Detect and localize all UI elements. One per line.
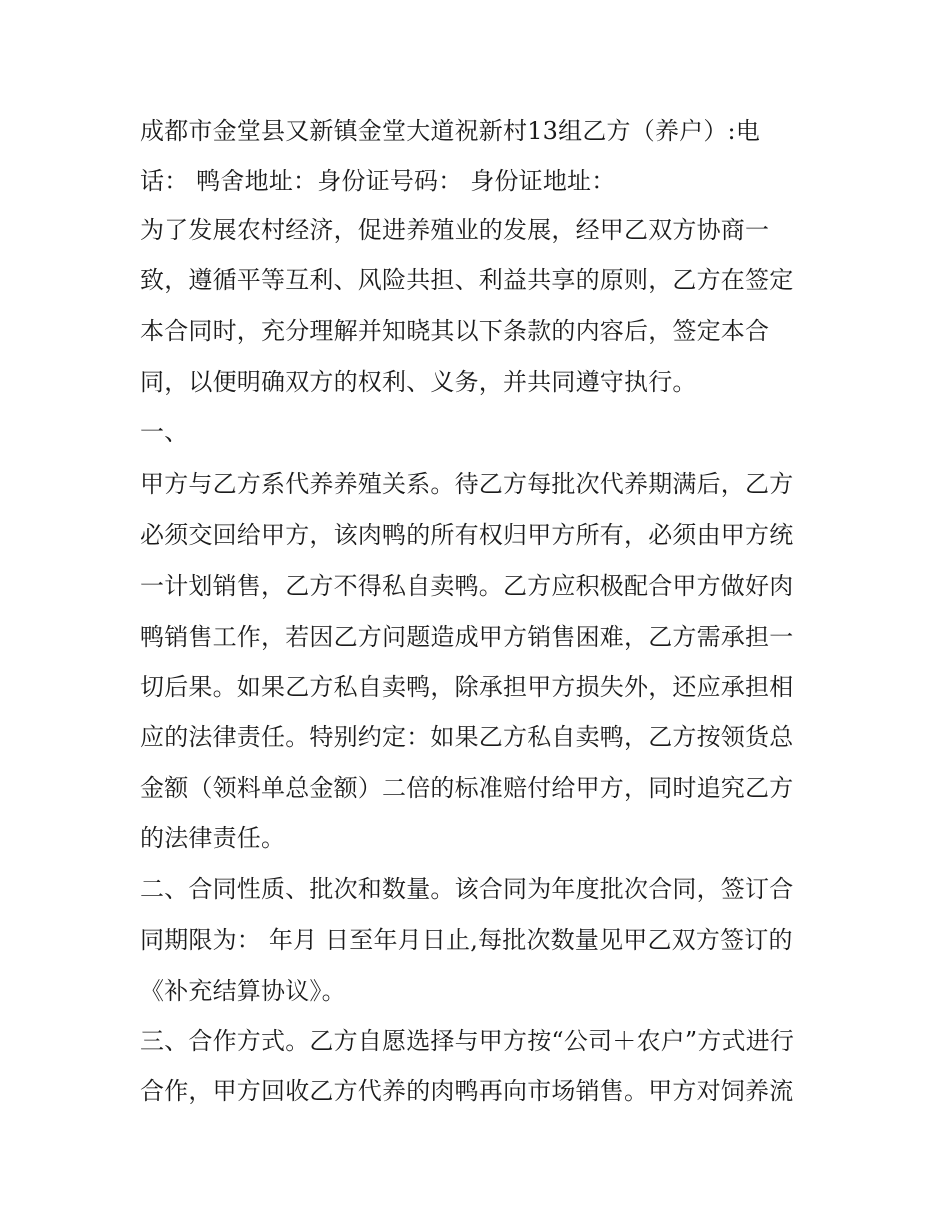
text-line: 切后果。如果乙方私自卖鸭，除承担甲方损失外，还应承担相	[140, 673, 794, 701]
text-line: 《补充结算协议》。	[140, 977, 346, 1005]
text-line: 甲方与乙方系代养养殖关系。待乙方每批次代养期满后，乙方	[140, 470, 794, 498]
text-line: 同，以便明确双方的权利、义务，并共同遵守执行。	[140, 368, 697, 396]
text-line: 必须交回给甲方，该肉鸭的所有权归甲方所有，必须由甲方统	[140, 521, 794, 549]
text-line: 致，遵循平等互利、风险共担、利益共享的原则，乙方在签定	[140, 266, 794, 294]
text-line: 同期限为： 年月 日至年月日止,每批次数量见甲乙双方签订的	[140, 926, 793, 954]
text-line: 鸭销售工作，若因乙方问题造成甲方销售困难，乙方需承担一	[140, 623, 794, 651]
text-line: 为了发展农村经济，促进养殖业的发展，经甲乙双方协商一	[140, 216, 770, 244]
text-line: 合作，甲方回收乙方代养的肉鸭再向市场销售。甲方对饲养流	[140, 1077, 794, 1105]
text-line: 本合同时，充分理解并知晓其以下条款的内容后，签定本合	[140, 317, 770, 345]
text-line: 应的法律责任。特别约定：如果乙方私自卖鸭，乙方按领货总	[140, 723, 794, 751]
text-line: 二、合同性质、批次和数量。该合同为年度批次合同，签订合	[140, 875, 794, 903]
text-line: 金额（领料单总金额）二倍的标准赔付给甲方，同时追究乙方	[140, 774, 794, 802]
text-line: 的法律责任。	[140, 824, 286, 852]
section-heading: 一、	[140, 418, 189, 446]
text-line: 一计划销售，乙方不得私自卖鸭。乙方应积极配合甲方做好肉	[140, 572, 794, 600]
text-line: 话： 鸭舍地址：身份证号码： 身份证地址：	[140, 167, 616, 195]
text-line: 成都市金堂县又新镇金堂大道祝新村13组乙方（养户）:电	[140, 117, 761, 145]
text-line: 三、合作方式。乙方自愿选择与甲方按“公司＋农户”方式进行	[140, 1027, 795, 1055]
